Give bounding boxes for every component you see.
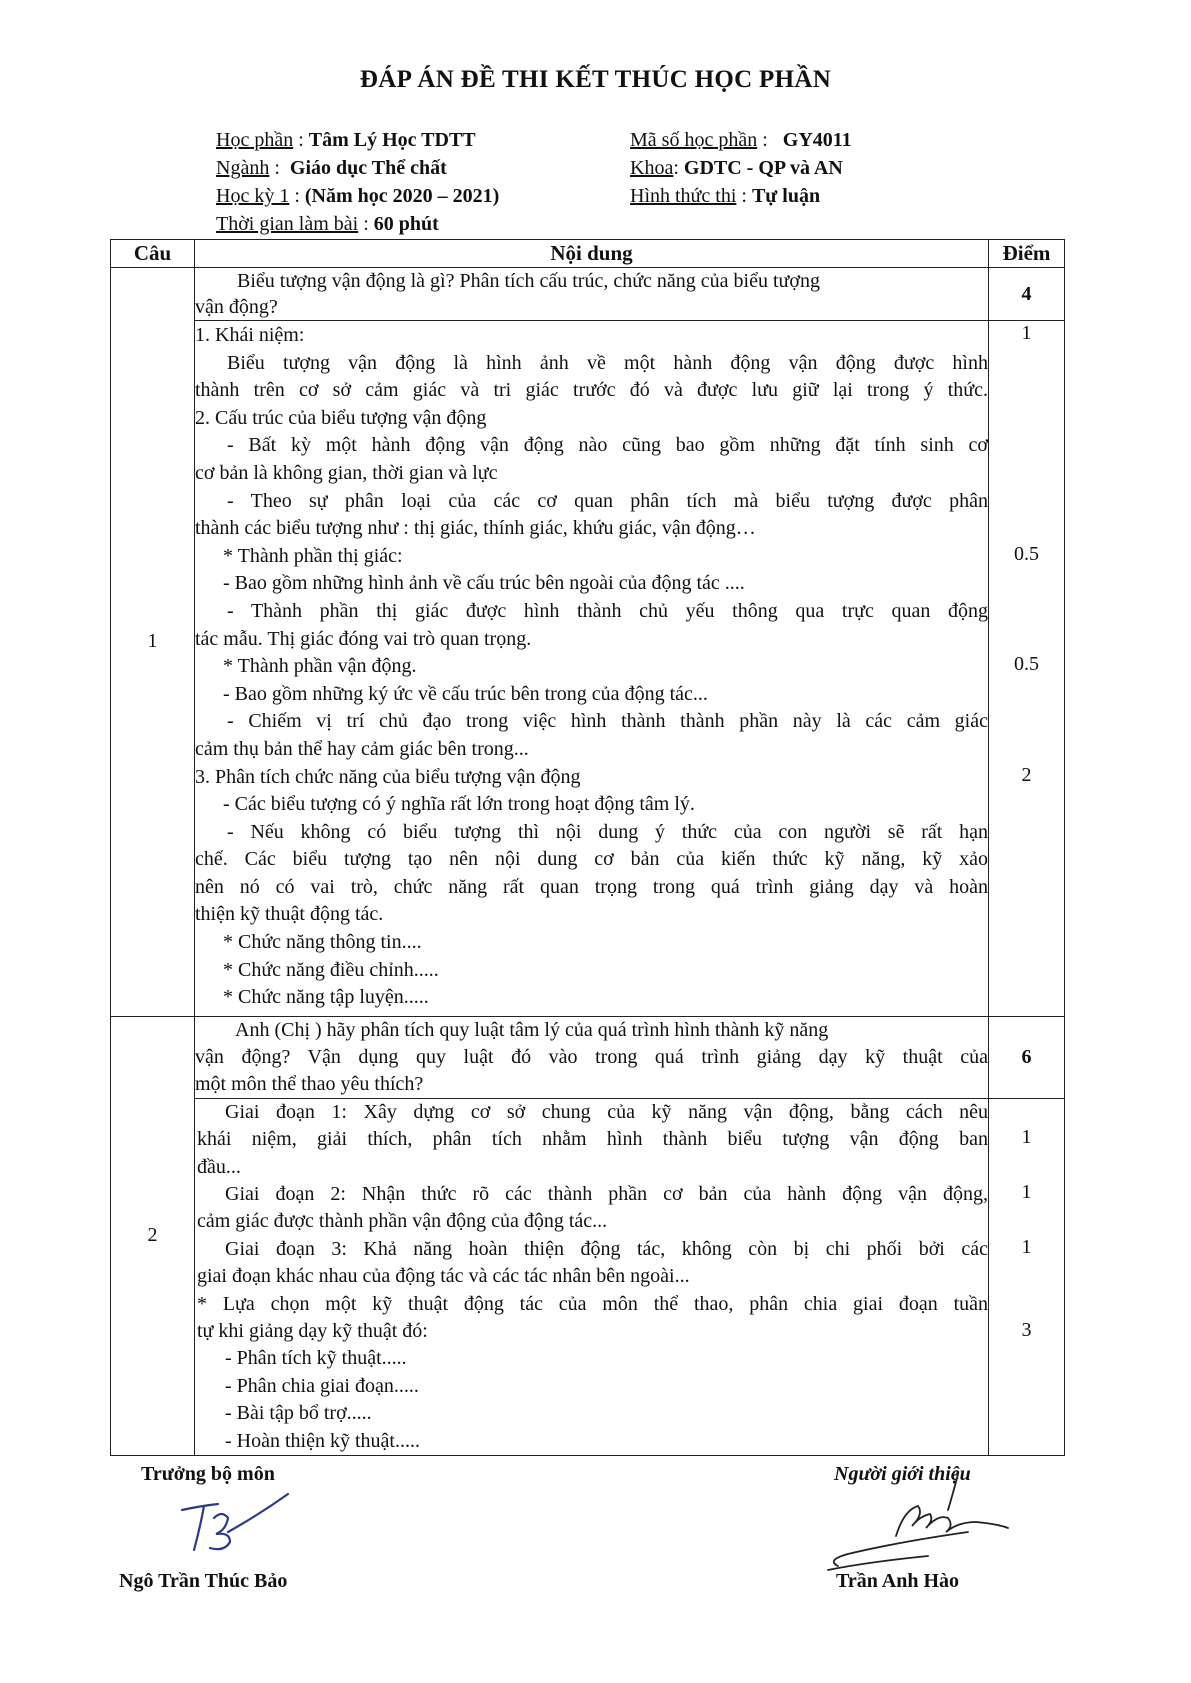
score-value: 1: [1021, 322, 1032, 344]
q2-question: Anh (Chị ) hãy phân tích quy luật tâm lý của quá trình hình thành kỹ năng vận động? Vận dụng quy luật đó vào trong quá trình giảng dạy kỹ thuật của một môn thể thao yêu thích?: [195, 1016, 989, 1098]
document-title: ĐÁP ÁN ĐỀ THI KẾT THÚC HỌC PHẦN: [359, 66, 832, 93]
list-item: - Bao gồm những hình ảnh về cấu trúc bên ngoài của động tác ....: [223, 572, 745, 595]
score-value: 3: [1021, 1318, 1032, 1341]
meta-thoi-gian: Thời gian làm bài : 60 phút: [216, 213, 439, 235]
score-value: 1: [1021, 1180, 1032, 1203]
list-item: * Lựa chọn một kỹ thuật động tác của môn thể thao, phân chia giai đoạn tuần: [197, 1292, 988, 1315]
list-item: khái niệm, giải thích, phân tích nhằm hình thành biểu tượng vận động ban: [197, 1128, 988, 1151]
q2-answer-row: [111, 1098, 1065, 1455]
list-item: - Hoàn thiện kỹ thuật.....: [225, 1429, 420, 1452]
q1-answer: [195, 321, 989, 1017]
meta-hoc-ky: Học kỳ 1 : (Năm học 2020 – 2021): [216, 185, 500, 207]
q1-answer-row: [111, 321, 1065, 1017]
left-signer-name: Ngô Trần Thúc Bảo: [119, 1570, 288, 1592]
list-item: Giai đoạn 2: Nhận thức rõ các thành phần cơ bản của hành động vận động,: [225, 1183, 988, 1206]
right-signer-title: Người giới thiệu: [834, 1463, 971, 1485]
list-item: thành các biểu tượng như : thị giác, thính giác, khứu giác, vận động…: [195, 517, 756, 540]
list-item: - Bao gồm những ký ức về cấu trúc bên trong của động tác...: [223, 682, 708, 705]
list-item: * Chức năng thông tin....: [223, 931, 422, 954]
score-value: 0.5: [1014, 653, 1039, 675]
list-item: 2. Cấu trúc của biểu tượng vận động: [195, 406, 487, 429]
list-item: * Chức năng tập luyện.....: [223, 986, 429, 1009]
q1-scores: [989, 321, 1065, 1017]
q1-question: Biểu tượng vận động là gì? Phân tích cấu trúc, chức năng của biểu tượng vận động?: [195, 268, 989, 321]
list-item: Giai đoạn 3: Khả năng hoàn thiện động tác, không còn bị chi phối bởi các: [225, 1237, 988, 1260]
score-value: 2: [1021, 764, 1032, 786]
list-item: - Phân tích kỹ thuật.....: [225, 1347, 407, 1370]
list-item: cảm thụ bản thể hay cảm giác bên trong...: [195, 737, 529, 760]
list-item: 3. Phân tích chức năng của biểu tượng vận động: [195, 765, 581, 788]
left-signer-title: Trưởng bộ môn: [141, 1463, 275, 1485]
list-item: thành trên cơ sở cảm giác và tri giác trước đó và được lưu giữ lại trong ý thức.: [195, 379, 988, 402]
list-item: 1. Khái niệm:: [195, 324, 305, 346]
list-item: tự khi giảng dạy kỹ thuật đó:: [197, 1319, 428, 1342]
list-item: - Thành phần thị giác được hình thành chủ yếu thông qua trực quan động: [227, 599, 988, 622]
left-signature-mark: [170, 1488, 300, 1558]
header-cau: Câu: [111, 240, 195, 268]
answer-table: [110, 239, 1065, 1456]
q2-answer: [195, 1098, 989, 1455]
list-item: * Chức năng điều chỉnh.....: [223, 958, 439, 981]
meta-left: [216, 126, 499, 238]
score-value: 1: [1021, 1125, 1032, 1148]
list-item: - Các biểu tượng có ý nghĩa rất lớn trong hoạt động tâm lý.: [223, 793, 695, 816]
list-item: đầu...: [197, 1155, 241, 1178]
meta-hoc-phan: Học phần : Tâm Lý Học TDTT: [216, 129, 476, 151]
q2-points: 6: [989, 1016, 1065, 1098]
q1-number: 1: [111, 268, 195, 1017]
list-item: Giai đoạn 1: Xây dựng cơ sở chung của kỹ năng vận động, bằng cách nêu: [225, 1100, 988, 1123]
list-item: - Phân chia giai đoạn.....: [225, 1374, 419, 1397]
list-item: nên nó có vai trò, chức năng rất quan trọng trong quá trình giảng dạy và hoàn: [195, 875, 988, 898]
q2-scores: [989, 1098, 1065, 1455]
meta-right: [630, 126, 852, 210]
q2-question-row: [111, 1016, 1065, 1098]
list-item: tác mẫu. Thị giác đóng vai trò quan trọng.: [195, 627, 532, 650]
header-noi-dung: Nội dung: [195, 240, 989, 268]
score-value: 1: [1021, 1235, 1032, 1258]
list-item: * Thành phần thị giác:: [223, 544, 403, 567]
right-signature-mark: [808, 1470, 1018, 1580]
list-item: - Bất kỳ một hành động vận động nào cũng bao gồm những đặt tính sinh cơ: [227, 434, 988, 457]
meta-hinh-thuc: Hình thức thi : Tự luận: [630, 185, 821, 207]
q1-question-row: [111, 268, 1065, 321]
table-header-row: [111, 240, 1065, 268]
score-value: 0.5: [1014, 543, 1039, 565]
list-item: Biểu tượng vận động là hình ảnh về một hành động vận động được hình: [227, 351, 988, 374]
q2-number: 2: [111, 1016, 195, 1455]
list-item: * Thành phần vận động.: [223, 655, 417, 678]
list-item: thiện kỹ thuật động tác.: [195, 903, 384, 926]
meta-khoa: Khoa: GDTC - QP và AN: [630, 157, 843, 179]
right-signer-name: Trần Anh Hào: [836, 1570, 959, 1592]
q1-points: 4: [989, 268, 1065, 321]
list-item: - Theo sự phân loại của các cơ quan phân tích mà biểu tượng được phân: [227, 489, 988, 512]
list-item: - Bài tập bổ trợ.....: [225, 1402, 372, 1425]
list-item: - Nếu không có biểu tượng thì nội dung ý thức của con người sẽ rất hạn: [227, 820, 988, 843]
list-item: chế. Các biểu tượng tạo nên nội dung cơ bản của kiến thức kỹ năng, kỹ xảo: [195, 848, 988, 871]
header-diem: Điểm: [989, 240, 1065, 268]
list-item: cảm giác được thành phần vận động của động tác...: [197, 1210, 608, 1233]
list-item: cơ bản là không gian, thời gian và lực: [195, 461, 498, 484]
meta-ma-so: Mã số học phần : GY4011: [630, 129, 852, 151]
list-item: - Chiếm vị trí chủ đạo trong việc hình thành thành phần này là các cảm giác: [227, 710, 988, 733]
list-item: giai đoạn khác nhau của động tác và các tác nhân bên ngoài...: [197, 1265, 690, 1288]
meta-nganh: Ngành : Giáo dục Thể chất: [216, 157, 447, 179]
